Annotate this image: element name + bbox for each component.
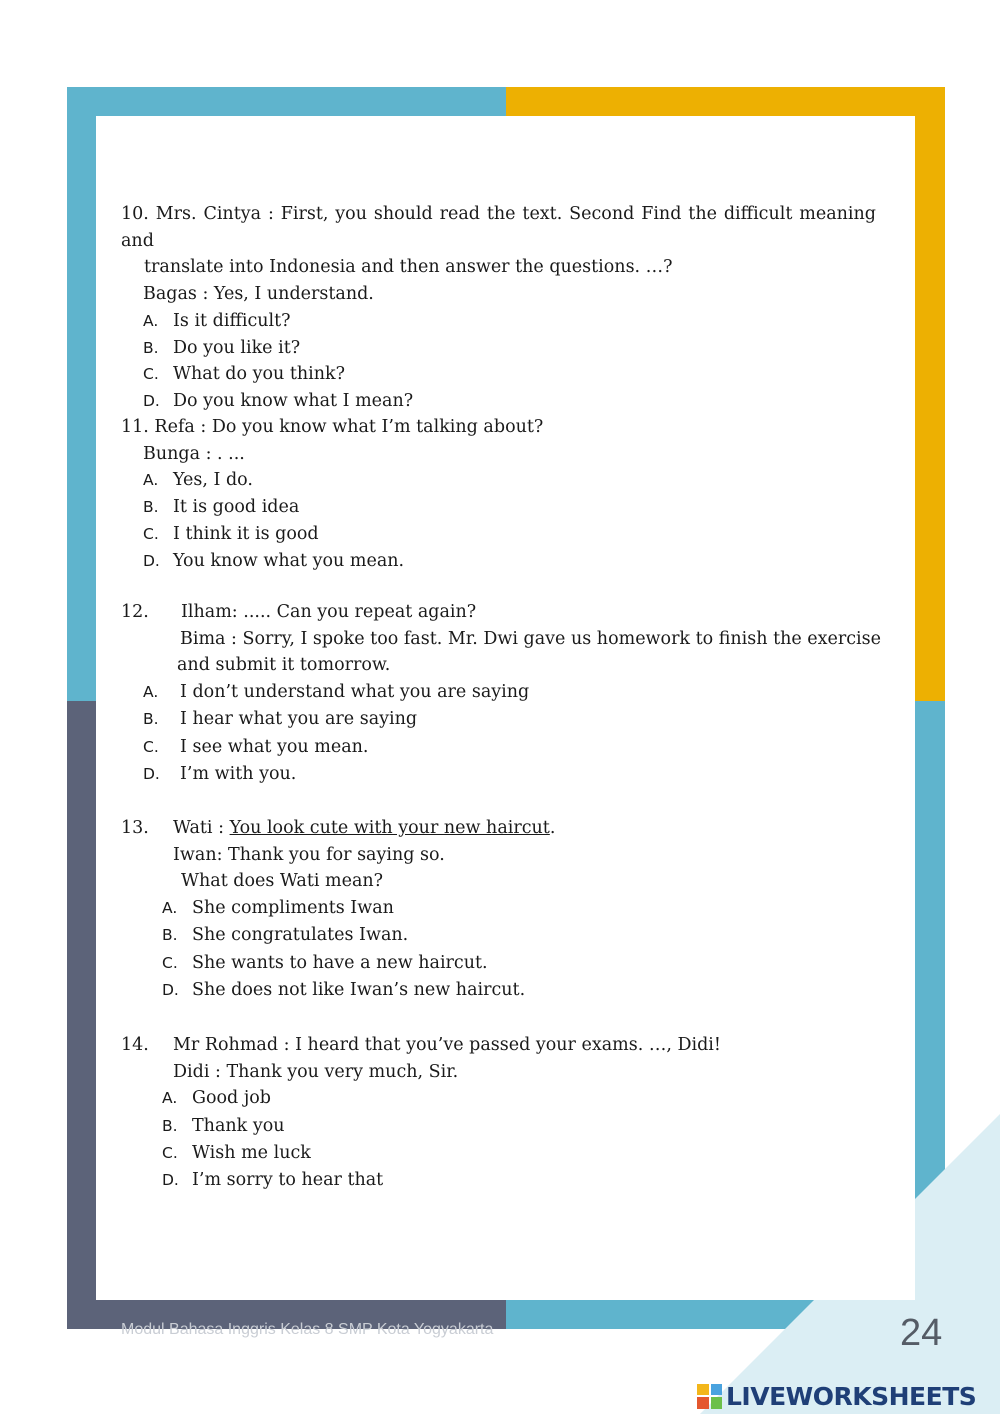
question-line: Mrs. Cintya : First, you should read the text. Second Find the difficult meaning and — [121, 204, 876, 251]
question-14 — [121, 1032, 881, 1195]
question-line: What does Wati mean? — [181, 871, 384, 892]
option-d[interactable]: D. She does not like Iwan’s new haircut. — [162, 980, 526, 1000]
option-a[interactable]: A. I don’t understand what you are saying — [143, 682, 530, 703]
question-line: translate into Indonesia and then answer the questions. …? — [144, 257, 673, 278]
question-number: 14. — [121, 1035, 149, 1055]
option-b[interactable]: B. It is good idea — [143, 497, 300, 518]
question-line: Bima : Sorry, I spoke too fast. Mr. Dwi gave us homework to finish the exercise — [180, 628, 881, 649]
liveworksheets-logo[interactable] — [697, 1380, 976, 1412]
question-10 — [121, 201, 876, 415]
question-line: Mr Rohmad : I heard that you’ve passed your exams. …, Didi! — [173, 1035, 721, 1055]
question-12 — [121, 599, 881, 788]
footer-text: Modul Bahasa Inggris Kelas 8 SMP Kota Yogyakarta — [121, 1321, 494, 1338]
question-number: 12. — [121, 602, 149, 622]
question-line: Bagas : Yes, I understand. — [143, 284, 374, 305]
option-b[interactable]: B. I hear what you are saying — [143, 709, 418, 730]
option-b[interactable]: B. Do you like it? — [143, 337, 301, 358]
option-a[interactable]: A. She compliments Iwan — [162, 898, 394, 919]
question-number: 13. — [121, 818, 149, 838]
question-line: Ilham: ..... Can you repeat again? — [181, 602, 477, 622]
option-c[interactable]: C. Wish me luck — [162, 1143, 311, 1163]
option-c[interactable]: C. I think it is good — [143, 523, 319, 544]
question-line: Bunga : . ... — [143, 443, 245, 464]
question-line: and submit it tomorrow. — [177, 655, 391, 676]
option-a[interactable]: A. Good job — [162, 1088, 271, 1109]
option-d[interactable]: D. You know what you mean. — [143, 550, 405, 571]
question-line: Refa : Do you know what I’m talking about? — [154, 417, 544, 437]
question-13: 13. Wati : You look cute with your new haircut. Iwan: Thank you for saying so. What does Wati mean? A. She compliments Iwan B. She congratulates Iwan. C. She wants to have a new haircut. D. She does not like Iwan’s new haircut. — [121, 815, 881, 1004]
option-b[interactable]: B. Thank you — [162, 1115, 285, 1136]
speaker: Wati : — [173, 818, 230, 838]
option-c[interactable]: C. I see what you mean. — [143, 736, 369, 757]
question-line: Iwan: Thank you for saying so. — [173, 844, 445, 865]
option-d[interactable]: D. I’m sorry to hear that — [162, 1170, 384, 1191]
page-number: 24 — [900, 1312, 943, 1354]
question-number: 10. — [121, 204, 149, 224]
option-a[interactable]: A. Is it difficult? — [143, 310, 291, 331]
question-number: 11. — [121, 417, 149, 437]
option-d[interactable]: D. I’m with you. — [143, 764, 297, 784]
liveworksheets-icon — [697, 1384, 722, 1409]
underlined-phrase: You look cute with your new haircut — [229, 818, 550, 838]
option-c[interactable]: C. She wants to have a new haircut. — [162, 952, 488, 973]
logo-text: LIVEWORKSHEETS — [726, 1381, 977, 1411]
question-11 — [121, 414, 876, 574]
option-d[interactable]: D. Do you know what I mean? — [143, 390, 414, 411]
option-c[interactable]: C. What do you think? — [143, 364, 346, 385]
option-b[interactable]: B. She congratulates Iwan. — [162, 925, 409, 946]
question-line: Didi : Thank you very much, Sir. — [173, 1061, 459, 1082]
option-a[interactable]: A. Yes, I do. — [143, 470, 253, 491]
